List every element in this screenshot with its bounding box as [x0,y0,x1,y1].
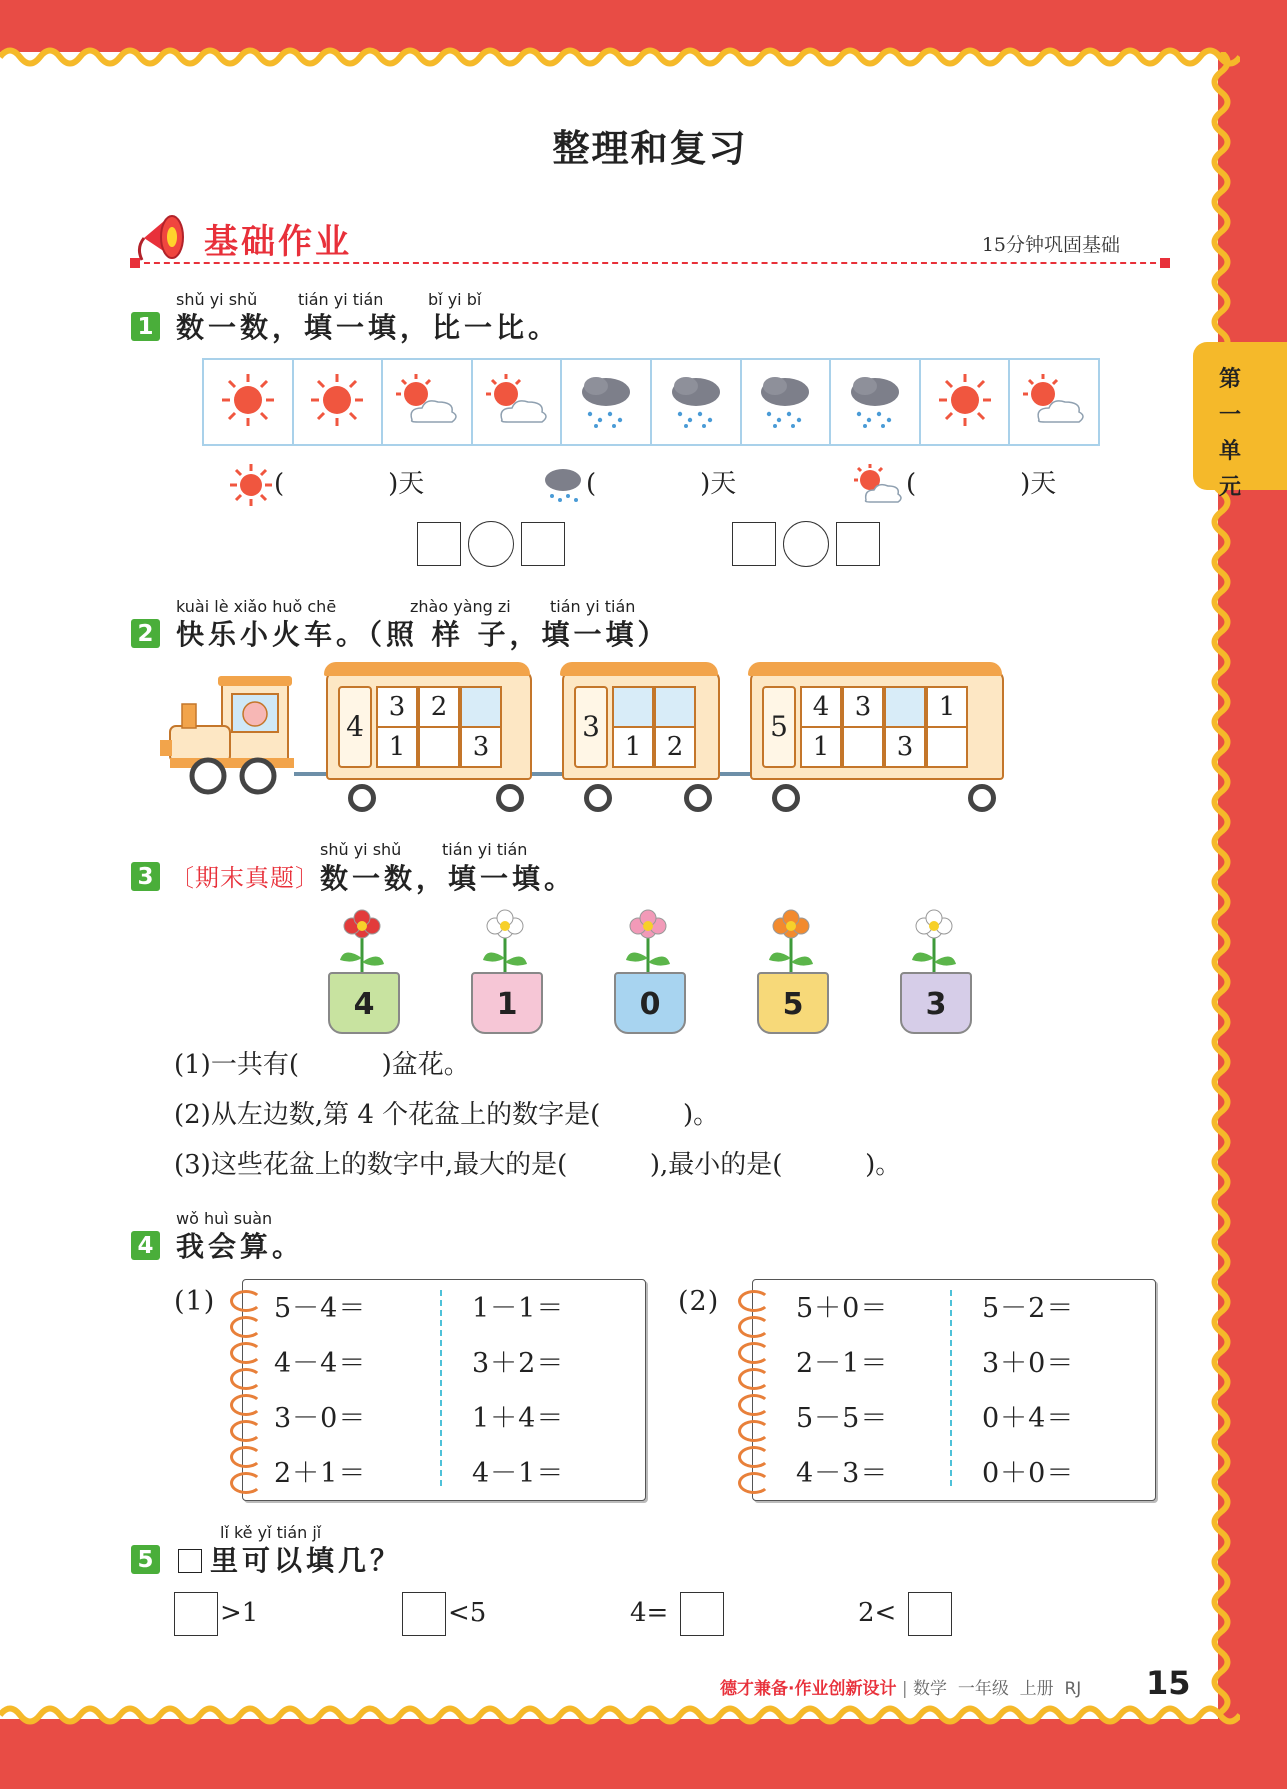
compare-box[interactable] [836,522,880,566]
weather-cell [1010,360,1098,444]
pot-body [900,972,972,1034]
q2-pinyin-3: tián yi tián [550,597,636,616]
rainy-icon [753,370,817,434]
spiral-ring [230,1420,262,1442]
q3-pinyin-1: shǔ yi shǔ [320,840,402,859]
weather-cell [652,360,742,444]
q2-number: 2 [131,619,160,648]
spiral-ring [230,1342,262,1364]
panel-1-divider [440,1290,442,1486]
car-top-number[interactable] [886,688,924,728]
car-left-number: 5 [770,710,788,743]
flower-pot [751,906,831,1030]
panel-2-label: (2) [678,1286,720,1317]
spiral-ring [738,1472,770,1494]
wheel [348,784,376,812]
car-top-number[interactable] [656,688,694,728]
compare-box[interactable] [521,522,565,566]
section-divider [134,262,1166,264]
unit-side-tab [1193,342,1287,500]
car-top-number: 2 [420,688,458,728]
car-window [418,686,460,768]
car-top-number: 4 [802,688,840,728]
wheel [496,784,524,812]
spiral-ring [738,1446,770,1468]
calc-problem: 5－2＝ [982,1293,1075,1324]
q4-text: 我会算。 [176,1230,305,1263]
car-window [654,686,696,768]
calc-problem: 2－1＝ [796,1348,889,1379]
weather-cell [204,360,294,444]
car-bottom-number: 3 [472,732,490,762]
car-window [460,686,502,768]
spiral-ring [738,1290,770,1312]
weather-cell [473,360,563,444]
q1-fill-open-2: ( [586,469,597,499]
q1-pinyin-3: bǐ yi bǐ [428,290,482,309]
unit-side-tab-label: 第一单元 [1218,367,1241,500]
spiral-ring [738,1316,770,1338]
footer-info: 数学 一年级 上册 RJ [913,1679,1082,1699]
compare-box[interactable] [417,522,461,566]
pot-number: 3 [925,987,947,1022]
car-top-number[interactable] [614,688,652,728]
panel-1-label: (1) [174,1286,216,1317]
car-window [612,686,654,768]
spiral-ring [230,1446,262,1468]
section-title: 基础作业 [204,222,352,262]
spiral-ring [738,1342,770,1364]
spiral-ring [230,1368,262,1390]
compare-circle[interactable] [468,521,514,567]
weather-cell [383,360,473,444]
q4-number: 4 [131,1231,160,1260]
spiral-ring [230,1290,262,1312]
calc-problem: 3＋2＝ [472,1348,565,1379]
pot-body [471,972,543,1034]
weather-cell [742,360,832,444]
train-car-roof [560,662,718,676]
car-left-number: 3 [582,710,600,743]
top-wave-border [0,44,1240,70]
q5-text: 里可以填几？ [210,1544,403,1577]
weather-cell [294,360,384,444]
calc-problem: 1－1＝ [472,1293,565,1324]
q1-fill-sunny [228,462,424,508]
panel-2-divider [950,1290,952,1486]
calc-problem: 4－4＝ [274,1348,367,1379]
weather-cell [562,360,652,444]
q3-item-3: (3)这些花盆上的数字中,最大的是( ),最小的是( )。 [174,1150,902,1180]
calc-problem: 4－3＝ [796,1458,889,1489]
footer [720,1674,1081,1699]
car-window [926,686,968,768]
pot-number: 4 [353,987,375,1022]
bottom-wave-border [0,1702,1240,1728]
car-top-number: 3 [844,688,882,728]
spiral-ring [738,1394,770,1416]
car-window [376,686,418,768]
flower-icon [322,906,402,976]
page-title: 整理和复习 [552,127,748,170]
car-window [884,686,926,768]
q1-fill-cloudy [850,462,1056,508]
q1-fill-open-1: ( [274,469,285,499]
flower-icon [608,906,688,976]
spiral-ring [230,1472,262,1494]
q3-number: 3 [131,862,160,891]
car-bottom-number: 1 [388,732,406,762]
right-wave-border [1206,52,1236,1722]
flower-pot [322,906,402,1030]
q2-text: 快乐小火车。（照 样 子，填一填） [176,618,670,651]
car-bottom-number[interactable] [420,728,458,766]
section-header [130,208,1170,268]
car-left-number: 4 [346,710,364,743]
car-top-number: 1 [928,688,966,728]
calc-problem: 5－5＝ [796,1403,889,1434]
car-top-number: 3 [378,688,416,728]
divider-end-left [130,258,140,268]
q5-item-4: 2< [858,1598,897,1628]
weather-grid [202,358,1100,446]
train-car [750,670,1004,780]
wheel [684,784,712,812]
q1-fill-open-3: ( [906,469,917,499]
rain-cloud-icon [540,462,586,508]
sun-cloud-icon [850,462,906,508]
calc-problem: 3－0＝ [274,1403,367,1434]
calc-problem: 0＋4＝ [982,1403,1075,1434]
q3-tag: 〔期末真题〕 [170,864,320,892]
car-bottom-number: 1 [624,732,642,762]
pot-body [328,972,400,1034]
car-scroll [338,686,372,768]
weather-cell [921,360,1011,444]
sun-icon [228,462,274,508]
wheel [968,784,996,812]
q1-number: 1 [131,312,160,341]
spiral-ring [738,1420,770,1442]
partly-cloudy-icon [1019,370,1089,434]
pot-number: 1 [496,987,518,1022]
page-number: 15 [1146,1664,1191,1702]
q2-pinyin-2: zhào yàng zi [410,597,511,616]
locomotive [160,676,294,792]
q5-answer-box-1[interactable] [174,1592,218,1636]
q1-fill-close-1: )天 [388,469,425,499]
pot-number: 5 [782,987,804,1022]
car-top-number[interactable] [462,688,500,728]
calc-problem: 2＋1＝ [274,1458,367,1489]
spiral-ring [738,1368,770,1390]
divider-end-right [1160,258,1170,268]
pot-body [614,972,686,1034]
q5-number: 5 [131,1545,160,1574]
section-subtitle: 15分钟巩固基础 [981,234,1120,256]
q3-pinyin-2: tián yi tián [442,840,528,859]
car-bottom-number: 1 [812,732,830,762]
q1-pinyin-1: shǔ yi shǔ [176,290,258,309]
rainy-icon [574,370,638,434]
q1-fill-close-2: )天 [700,469,737,499]
compare-circle[interactable] [783,521,829,567]
sunny-icon [218,370,278,434]
car-scroll [762,686,796,768]
q5-item-2: <5 [448,1598,487,1628]
footer-separator: | [901,1679,914,1699]
calc-problem: 4－1＝ [472,1458,565,1489]
flower-pot [465,906,545,1030]
q1-text: 数一数，填一填，比一比。 [176,311,561,344]
car-window [800,686,842,768]
partly-cloudy-icon [392,370,462,434]
partly-cloudy-icon [482,370,552,434]
calc-problem: 0＋0＝ [982,1458,1075,1489]
rainy-icon [843,370,907,434]
pot-body [757,972,829,1034]
q5-item-3: 4= [630,1598,669,1628]
car-window [842,686,884,768]
calc-problem: 3＋0＝ [982,1348,1075,1379]
q5-answer-box-2[interactable] [402,1592,446,1636]
spiral-ring [230,1316,262,1338]
spiral-ring [230,1394,262,1416]
q1-fill-close-3: )天 [1020,469,1057,499]
calc-problem: 5＋0＝ [796,1293,889,1324]
q2-pinyin-1: kuài lè xiǎo huǒ chē [176,597,337,616]
compare-box[interactable] [732,522,776,566]
car-scroll [574,686,608,768]
calc-problem: 1＋4＝ [472,1403,565,1434]
train-car-roof [324,662,530,676]
car-bottom-number[interactable] [928,728,966,766]
train-car [562,670,720,780]
flower-pot [608,906,688,1030]
rainy-icon [664,370,728,434]
flower-pot [894,906,974,1030]
car-bottom-number: 2 [666,732,684,762]
sunny-icon [935,370,995,434]
flower-icon [465,906,545,976]
q5-answer-box-4[interactable] [908,1592,952,1636]
q4-pinyin: wǒ huì suàn [176,1209,273,1228]
q5-item-1: >1 [220,1598,259,1628]
footer-brand: 德才兼备·作业创新设计 [720,1679,897,1699]
q3-text: 数一数，填一填。 [320,862,577,895]
car-bottom-number: 3 [896,732,914,762]
q1-fill-rainy [540,462,736,508]
flower-icon [894,906,974,976]
q5-pinyin: lǐ kě yǐ tián jǐ [220,1523,322,1542]
flower-icon [751,906,831,976]
weather-cell [831,360,921,444]
q1-pinyin-2: tián yi tián [298,290,384,309]
q5-box-symbol [178,1549,202,1573]
sunny-icon [307,370,367,434]
calc-problem: 5－4＝ [274,1293,367,1324]
q3-item-1: (1)一共有( )盆花。 [174,1050,470,1080]
q3-item-2: (2)从左边数,第 4 个花盆上的数字是( )。 [174,1100,720,1130]
q5-answer-box-3[interactable] [680,1592,724,1636]
train-car [326,670,532,780]
car-bottom-number[interactable] [844,728,882,766]
train-car-roof [748,662,1002,676]
wheel [772,784,800,812]
wheel [584,784,612,812]
pot-number: 0 [639,987,661,1022]
